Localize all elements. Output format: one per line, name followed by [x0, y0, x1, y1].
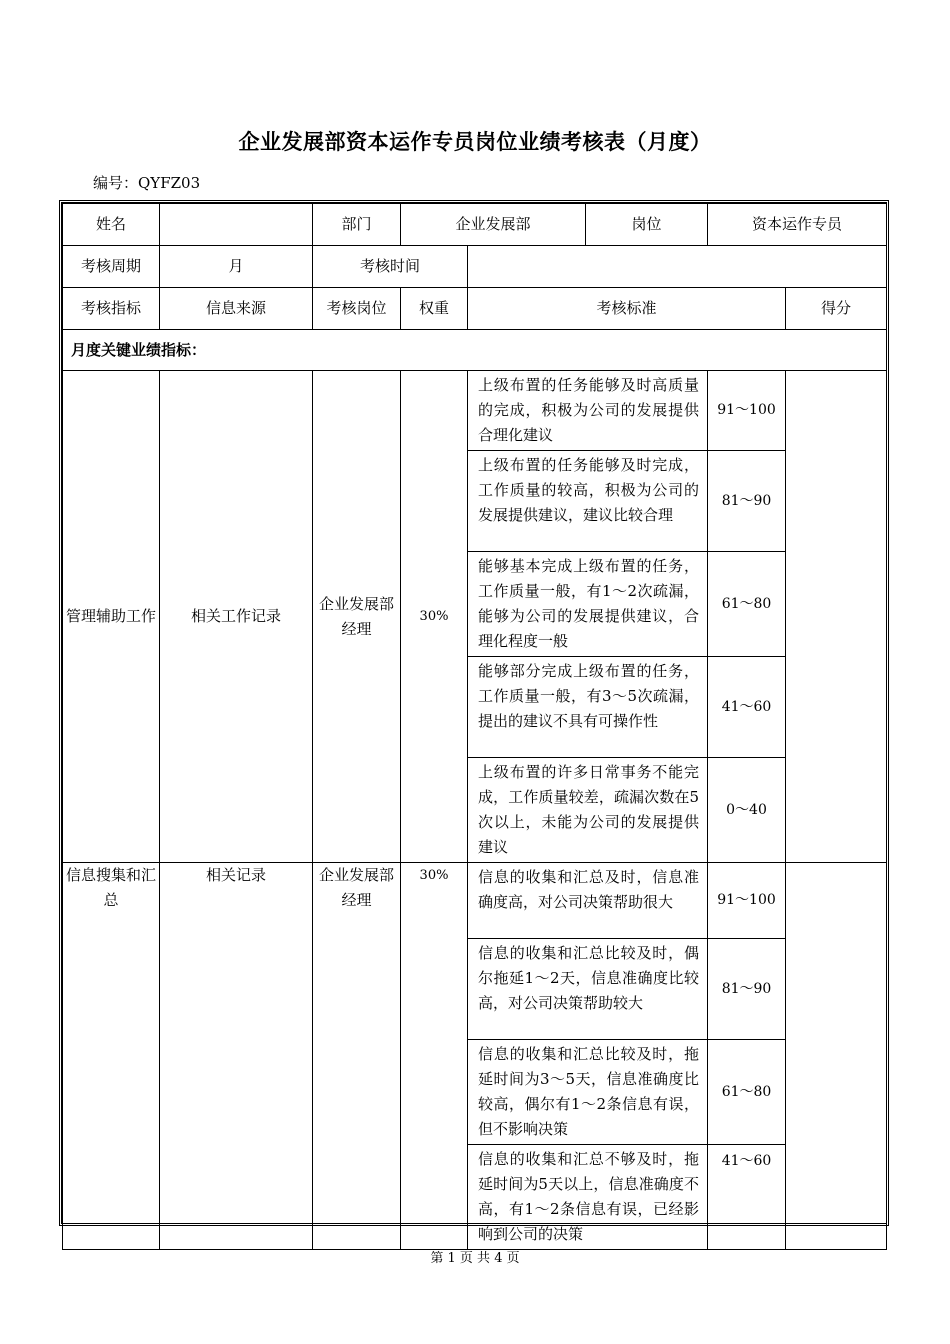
header-row-2	[63, 246, 887, 288]
criterion-score-range: 41～60	[708, 657, 786, 758]
indicator-weight: 30%	[401, 371, 468, 863]
criterion-score-range: 41～60	[708, 1145, 786, 1250]
post-value: 资本运作专员	[708, 204, 887, 246]
time-label: 考核时间	[313, 246, 468, 288]
assessment-table	[62, 203, 887, 1250]
period-label: 考核周期	[63, 246, 160, 288]
score-input[interactable]	[786, 863, 887, 1250]
indicator-reviewer: 企业发展部经理	[313, 863, 401, 1250]
indicator-name: 信息搜集和汇总	[63, 863, 160, 1250]
criterion-text: 能够基本完成上级布置的任务，工作质量一般，有1～2次疏漏，能够为公司的发展提供建议，合理化程度一般	[468, 552, 708, 657]
name-label: 姓名	[63, 204, 160, 246]
criterion-text: 信息的收集和汇总比较及时，偶尔拖延1～2天，信息准确度比较高，对公司决策帮助较大	[468, 939, 708, 1040]
criterion-score-range: 61～80	[708, 552, 786, 657]
criterion-text: 信息的收集和汇总及时，信息准确度高，对公司决策帮助很大	[468, 863, 708, 939]
page-footer: 第 1 页 共 4 页	[430, 1251, 520, 1266]
indicator-reviewer: 企业发展部经理	[313, 371, 401, 863]
criterion-score-range: 91～100	[708, 863, 786, 939]
col-weight: 权重	[401, 288, 468, 330]
document-number: 编号：QYFZ03	[93, 174, 201, 192]
col-reviewer: 考核岗位	[313, 288, 401, 330]
criterion-score-range: 81～90	[708, 451, 786, 552]
column-header-row	[63, 288, 887, 330]
post-label: 岗位	[586, 204, 708, 246]
criterion-text: 上级布置的任务能够及时完成，工作质量的较高，积极为公司的发展提供建议，建议比较合理	[468, 451, 708, 552]
criterion-text: 上级布置的任务能够及时高质量的完成，积极为公司的发展提供合理化建议	[468, 371, 708, 451]
period-value: 月	[160, 246, 313, 288]
table-row	[63, 371, 887, 451]
criterion-score-range: 91～100	[708, 371, 786, 451]
criterion-score-range: 0～40	[708, 758, 786, 863]
time-value[interactable]	[468, 246, 887, 288]
criterion-text: 信息的收集和汇总不够及时，拖延时间为5天以上，信息准确度不高，有1～2条信息有误，已经影响到公司的决策	[468, 1145, 708, 1250]
indicator-source: 相关工作记录	[160, 371, 313, 863]
criterion-score-range: 81～90	[708, 939, 786, 1040]
criterion-score-range: 61～80	[708, 1040, 786, 1145]
section-title: 月度关键业绩指标：	[63, 330, 887, 371]
section-row	[63, 330, 887, 371]
page-title: 企业发展部资本运作专员岗位业绩考核表（月度）	[238, 129, 712, 154]
name-value[interactable]	[160, 204, 313, 246]
criterion-text: 信息的收集和汇总比较及时，拖延时间为3～5天，信息准确度比较高，偶尔有1～2条信息有误，但不影响决策	[468, 1040, 708, 1145]
col-score: 得分	[786, 288, 887, 330]
indicator-name: 管理辅助工作	[63, 371, 160, 863]
criterion-text: 能够部分完成上级布置的任务，工作质量一般，有3～5次疏漏，提出的建议不具有可操作性	[468, 657, 708, 758]
criterion-text: 上级布置的许多日常事务不能完成，工作质量较差，疏漏次数在5次以上，未能为公司的发展提供建议	[468, 758, 708, 863]
dept-label: 部门	[313, 204, 401, 246]
indicator-weight: 30%	[401, 863, 468, 1250]
col-standard: 考核标准	[468, 288, 786, 330]
score-input[interactable]	[786, 371, 887, 863]
indicator-source: 相关记录	[160, 863, 313, 1250]
dept-value: 企业发展部	[401, 204, 586, 246]
table-row	[63, 863, 887, 939]
header-row-1	[63, 204, 887, 246]
col-source: 信息来源	[160, 288, 313, 330]
col-indicator: 考核指标	[63, 288, 160, 330]
